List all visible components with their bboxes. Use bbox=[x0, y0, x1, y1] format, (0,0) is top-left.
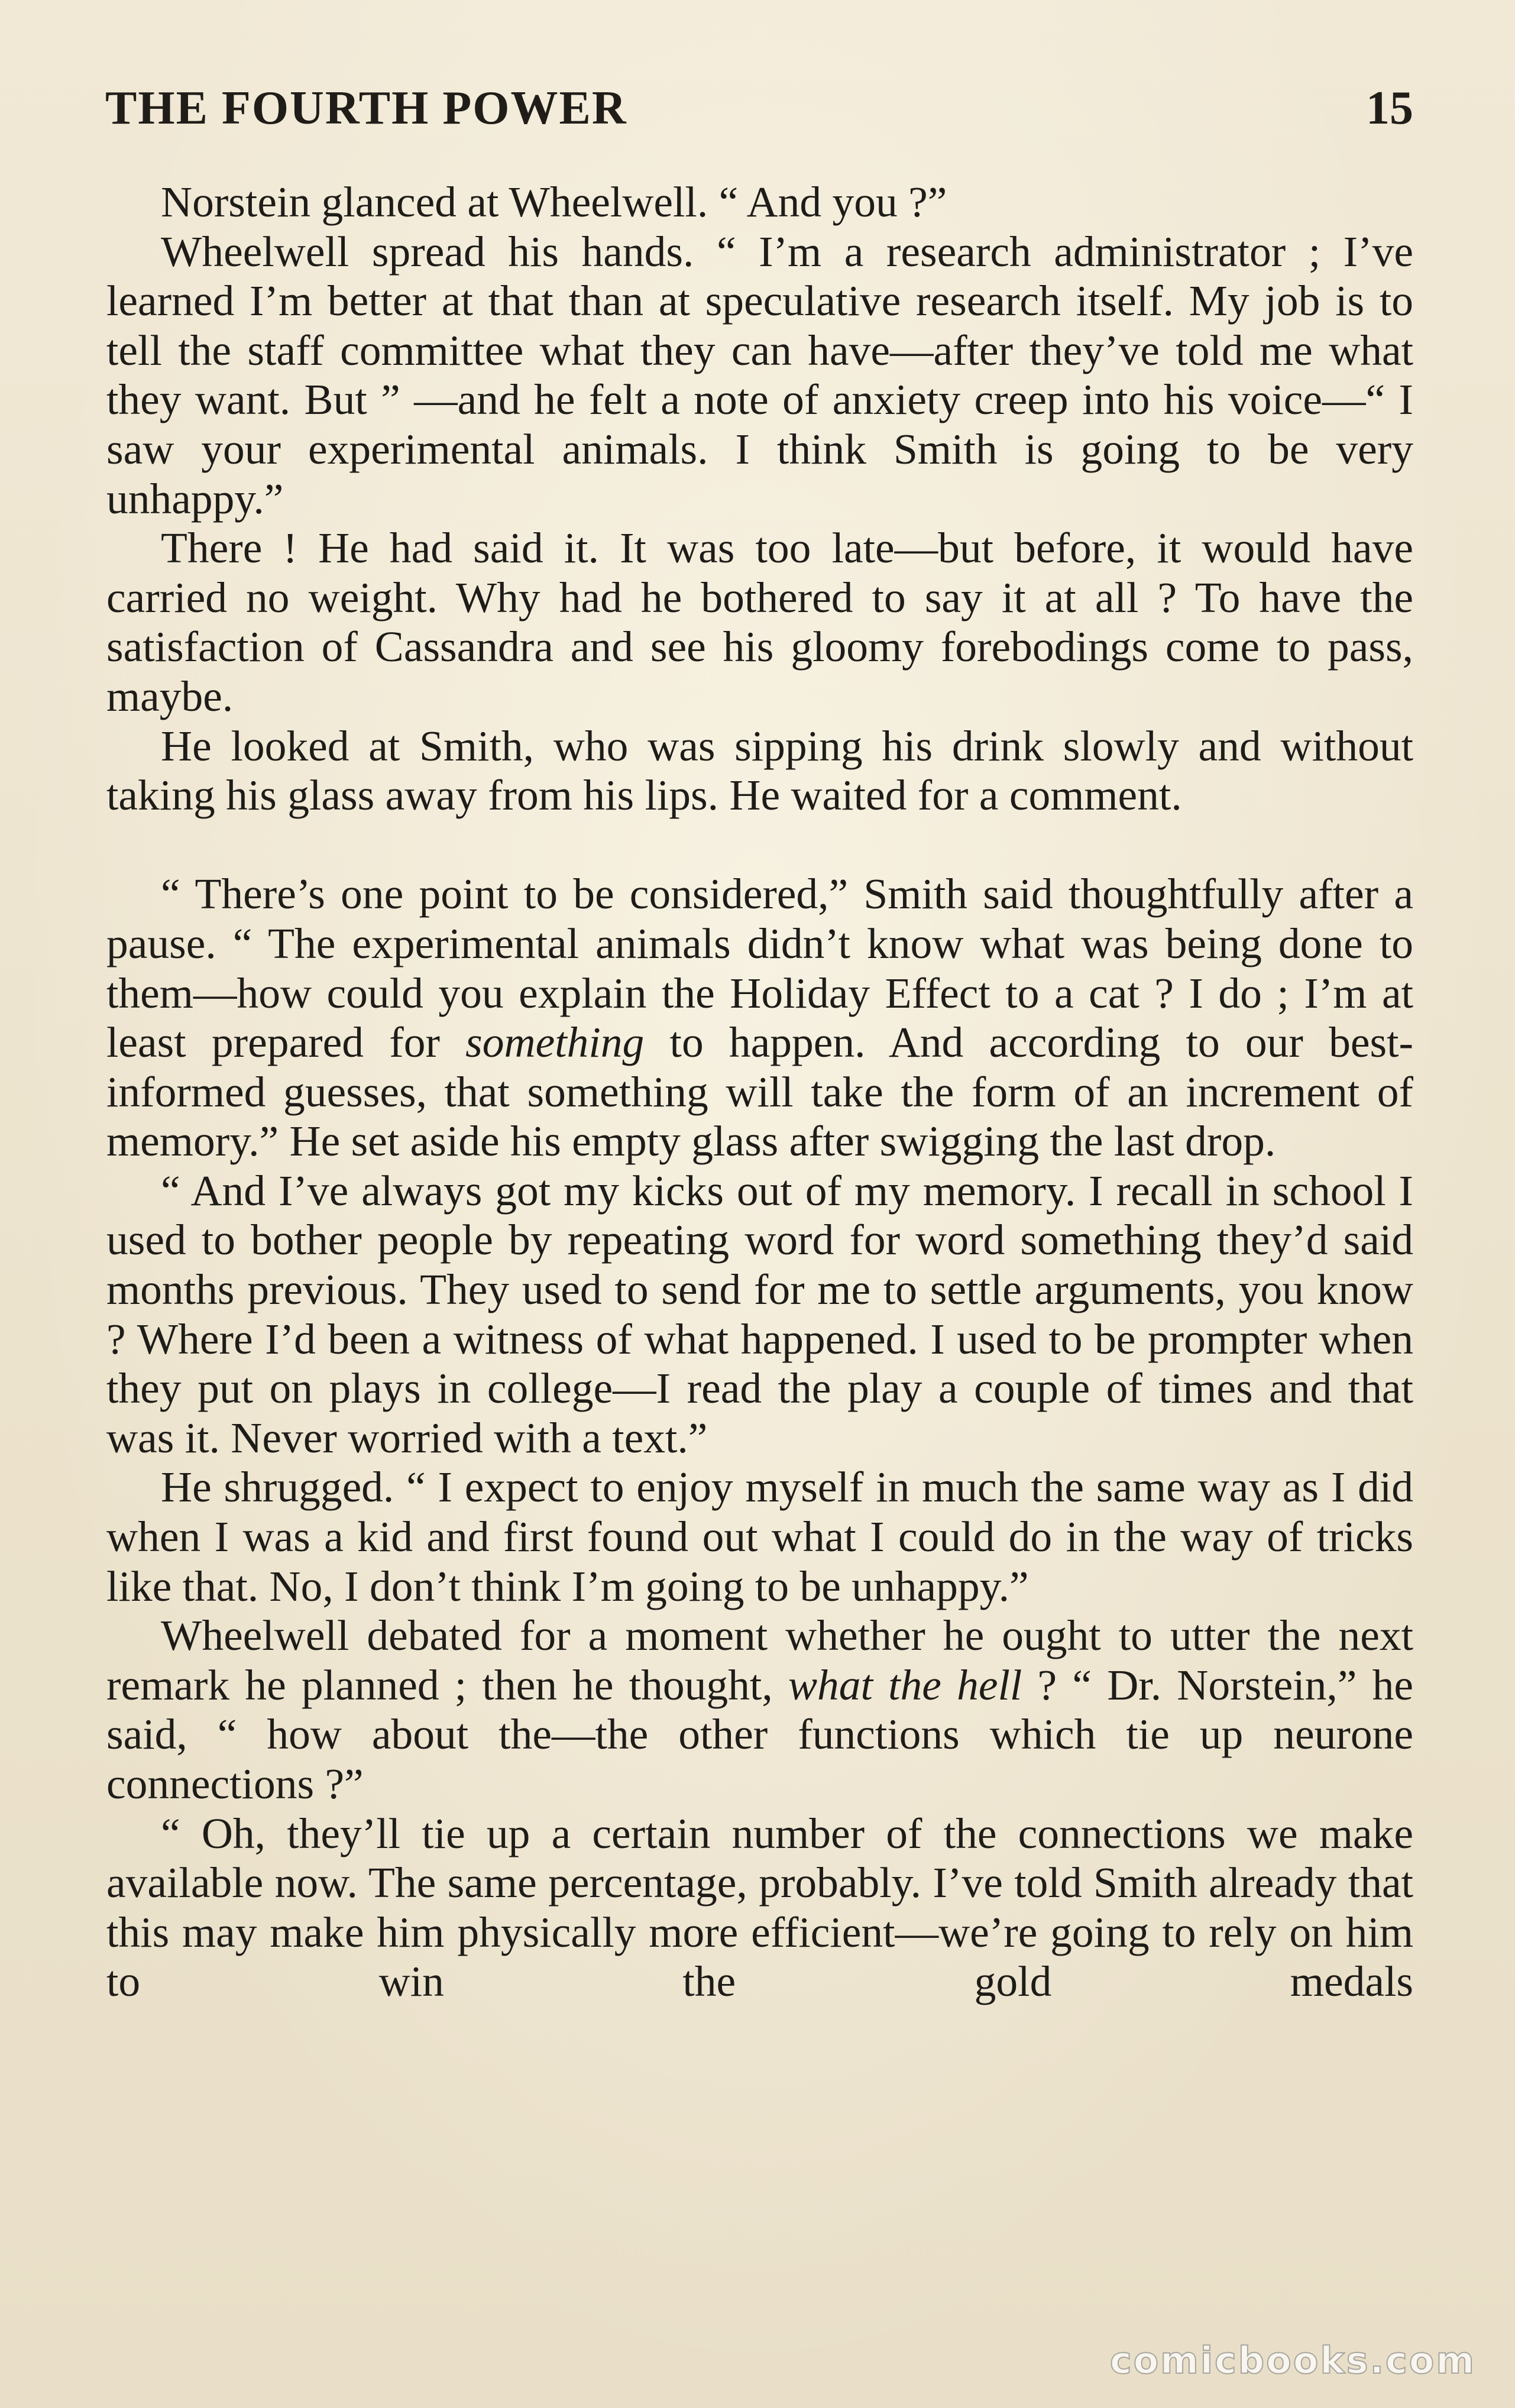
page-number: 15 bbox=[1366, 82, 1413, 134]
paragraph-text: ? “ Dr. Norstein,” he said, “ how about the—the other functions which tie up neurone connections ?” bbox=[106, 1661, 1413, 1808]
paragraph bbox=[106, 1462, 1413, 1611]
chapter-title: THE FOURTH POWER bbox=[105, 82, 627, 134]
paragraph-text: He looked at Smith, who was sipping his drink slowly and without taking his glass away from his lips. He waited for a comment. bbox=[106, 721, 1413, 820]
paragraph-text: Wheelwell spread his hands. “ I’m a research administrator ; I’ve learned I’m better at that than at speculative research itself. My job is to tell the staff committee what they can have—after they’ve told me what they want. But ” —and he felt a note of anxiety creep into his voice—“ I saw your experimental animals. I think Smith is going to be very unhappy.” bbox=[106, 227, 1413, 523]
paragraph-text: “ There’s one point to be considered,” Smith said thoughtfully after a pause. “ The experimental animals didn’t know what was being done to them—how could you explain the Holiday Effect to a cat ? I do ; I’m at least prepared for bbox=[106, 870, 1413, 1067]
paragraph-text: “ Oh, they’ll tie up a certain number of the connections we make available now. The same percentage, probably. I’ve told Smith already that this may make him physically more efficient—we’re going to rely on him to win the gold medals bbox=[106, 1809, 1413, 2006]
paragraph-text: to happen. And according to our best-informed guesses, that something will take the form of an increment of memory.” He set aside his empty glass after swigging the last drop. bbox=[106, 1018, 1413, 1166]
paragraph-text: He shrugged. “ I expect to enjoy myself in much the same way as I did when I was a kid and first found out what I could do in the way of tricks like that. No, I don’t think I’m going to be unhappy.” bbox=[106, 1463, 1413, 1610]
paragraph-text: Norstein glanced at Wheelwell. “ And you ?” bbox=[161, 178, 947, 226]
paragraph bbox=[106, 1611, 1413, 1808]
paragraph-text: Wheelwell debated for a moment whether he ought to utter the next remark he planned ; then he thought, bbox=[106, 1611, 1413, 1709]
paragraph bbox=[106, 1809, 1413, 2006]
paragraph bbox=[106, 1166, 1413, 1463]
site-watermark: comicbooks.com bbox=[1109, 2339, 1476, 2382]
paragraph bbox=[106, 869, 1413, 1166]
body-text bbox=[106, 177, 1413, 2006]
paragraph bbox=[106, 177, 1413, 227]
paragraph-text: There ! He had said it. It was too late—but before, it would have carried no weight. Why had he bothered to say it at all ? To have the satisfaction of Cassandra and see his gloomy forebodings come to pass, maybe. bbox=[106, 524, 1413, 720]
italic-text: what the hell bbox=[788, 1661, 1022, 1709]
paragraph bbox=[106, 523, 1413, 721]
italic-text: something bbox=[465, 1018, 645, 1067]
paragraph bbox=[106, 721, 1413, 820]
paragraph-text: “ And I’ve always got my kicks out of my memory. I recall in school I used to bother people by repeating word for word something they’d said months previous. They used to send for me to settle arguments, you know ? Where I’d been a witness of what happened. I used to be prompter when they put on plays in college—I read the play a couple of times and that was it. Never worried with a text.” bbox=[106, 1166, 1413, 1462]
paragraph bbox=[106, 227, 1413, 524]
running-head bbox=[105, 76, 1413, 141]
